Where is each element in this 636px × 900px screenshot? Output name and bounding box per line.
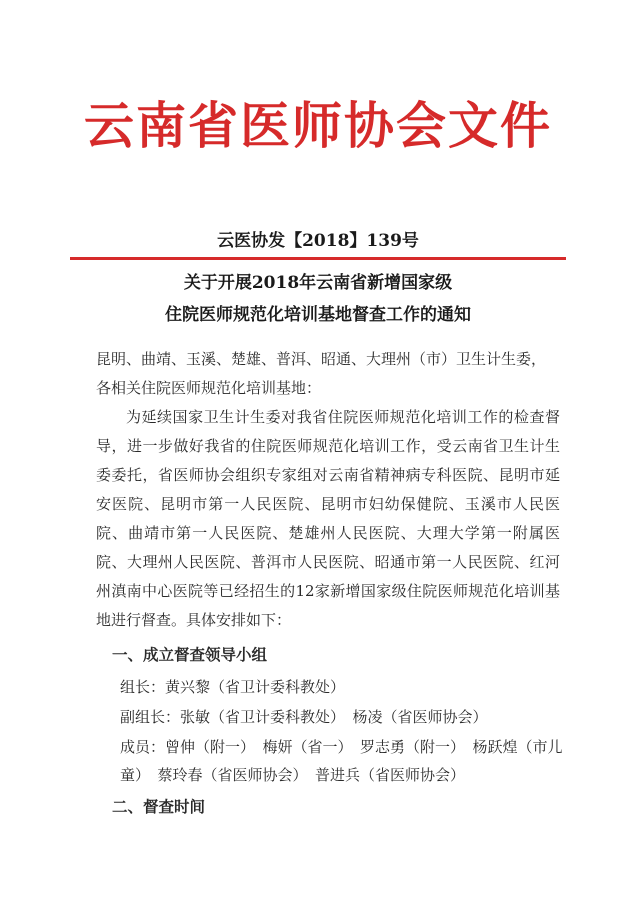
deputy-leader-line: 副组长：张敏（省卫计委科教处） 杨凌（省医师协会） (120, 708, 488, 726)
red-divider-line (70, 257, 566, 260)
document-number: 云医协发【2018】139号 (217, 231, 419, 251)
section-1-heading: 一、成立督查领导小组 (112, 645, 268, 664)
main-paragraph: 为延续国家卫生计生委对我省住院医师规范化培训工作的检查督导，进一步做好我省的住院医师规范化培训工作，受云南省卫生计生委委托，省医师协会组织专家组对云南省精神病专科医院、昆明市延安医院、昆明市第一人民医院、昆明市妇幼保健院、玉溪市人民医院、曲靖市第一人民医院、楚雄州人民医院、大理大学第一附属医院、大理州人民医院、普洱市人民医院、昭通市第一人民医院、红河州滇南中心医院等已经招生的12家新增国家级住院医师规范化培训基地进行督查。具体安排如下： (96, 408, 560, 629)
notice-title-line-2: 住院医师规范化培训基地督查工作的通知 (165, 305, 471, 325)
members-line: 成员：曾伸（附一） 梅妍（省一） 罗志勇（附一） 杨跃煌（市儿童） 蔡玲春（省医师协会） 普进兵（省医师协会） (120, 738, 563, 784)
leader-line: 组长：黄兴黎（省卫计委科教处） (120, 678, 346, 696)
document-header-title: 云南省医师协会文件 (84, 96, 552, 155)
notice-title-line-1: 关于开展2018年云南省新增国家级 (183, 273, 453, 293)
section-2-heading: 二、督查时间 (112, 797, 206, 816)
recipients-paragraph: 昆明、曲靖、玉溪、楚雄、普洱、昭通、大理州（市）卫生计生委，各相关住院医师规范化培训基地： (96, 350, 547, 397)
